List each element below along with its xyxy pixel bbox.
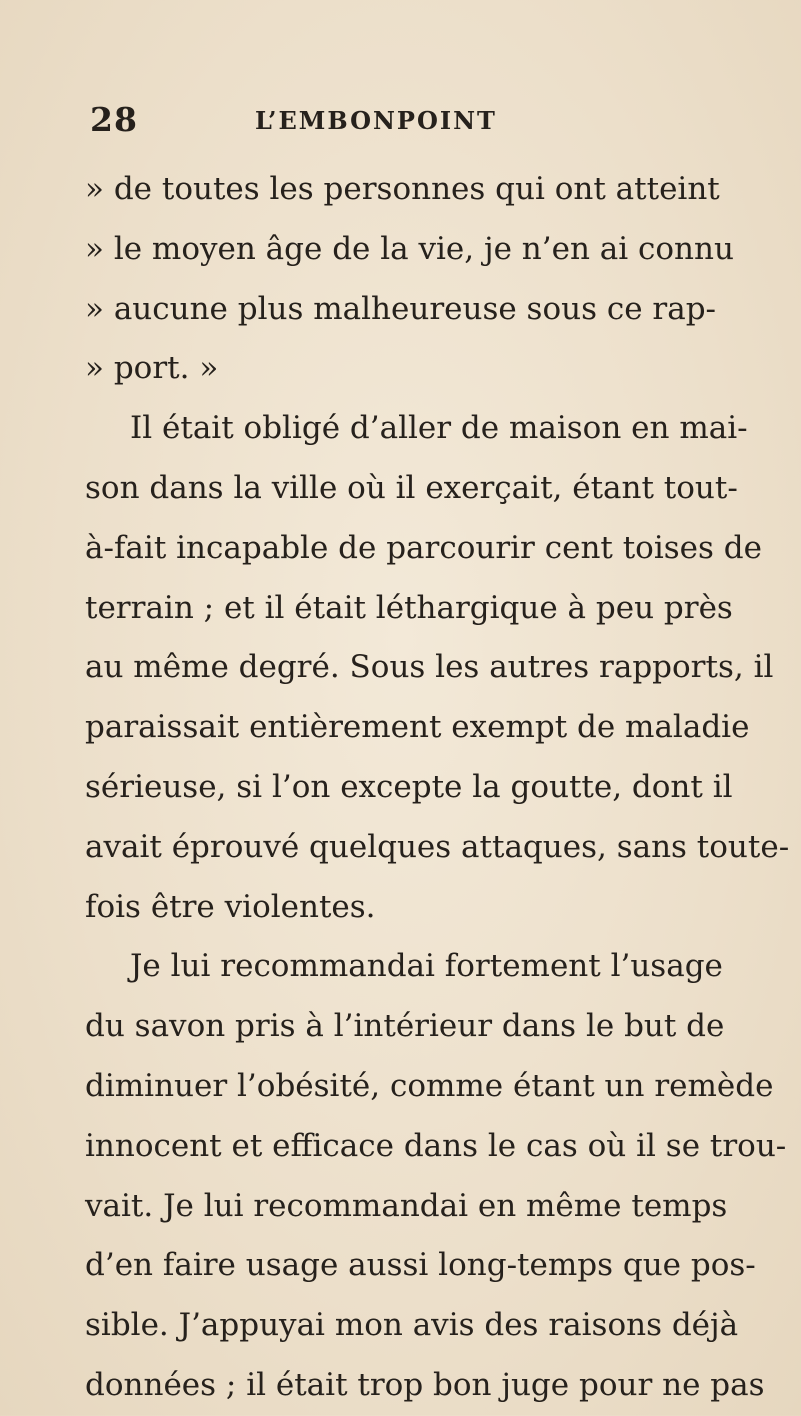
text-line: d’en faire usage aussi long-temps que pos- [85, 1247, 756, 1284]
text-line: » de toutes les personnes qui ont atteint [85, 171, 720, 207]
text-line: sérieuse, si l’on excepte la goutte, dont il [85, 768, 733, 805]
text-line: son dans la ville où il exerçait, étant tout- [85, 469, 738, 506]
text-line: données ; il était trop bon juge pour ne pas [85, 1366, 765, 1403]
text-line: Il était obligé d’aller de maison en mai- [130, 410, 748, 447]
running-head [90, 100, 710, 150]
text-line: avait éprouvé quelques attaques, sans toute- [85, 828, 790, 865]
text-line: à-fait incapable de parcourir cent toises de [85, 529, 762, 566]
text-line: Je lui recommandai fortement l’usage [130, 948, 723, 985]
text-line: » port. » [85, 350, 219, 387]
text-line: paraissait entièrement exempt de maladie [85, 709, 750, 746]
text-line: innocent et efficace dans le cas où il se trou- [85, 1127, 787, 1164]
text-line: fois être violentes. [85, 888, 376, 925]
text-line: au même degré. Sous les autres rapports, il [85, 649, 774, 686]
text-line: » aucune plus malheureuse sous ce rap- [85, 290, 717, 327]
text-line: sible. J’appuyai mon avis des raisons déjà [85, 1307, 739, 1344]
text-line: du savon pris à l’intérieur dans le but de [85, 1008, 725, 1045]
text-line: diminuer l’obésité, comme étant un remède [85, 1067, 774, 1104]
text-line: terrain ; et il était léthargique à peu près [85, 589, 733, 626]
page-number: 28 [90, 100, 138, 139]
text-line: » le moyen âge de la vie, je n’en ai connu [85, 230, 734, 267]
body-text [85, 160, 790, 1416]
running-title: L’EMBONPOINT [255, 106, 497, 135]
text-line: vait. Je lui recommandai en même temps [85, 1187, 728, 1224]
